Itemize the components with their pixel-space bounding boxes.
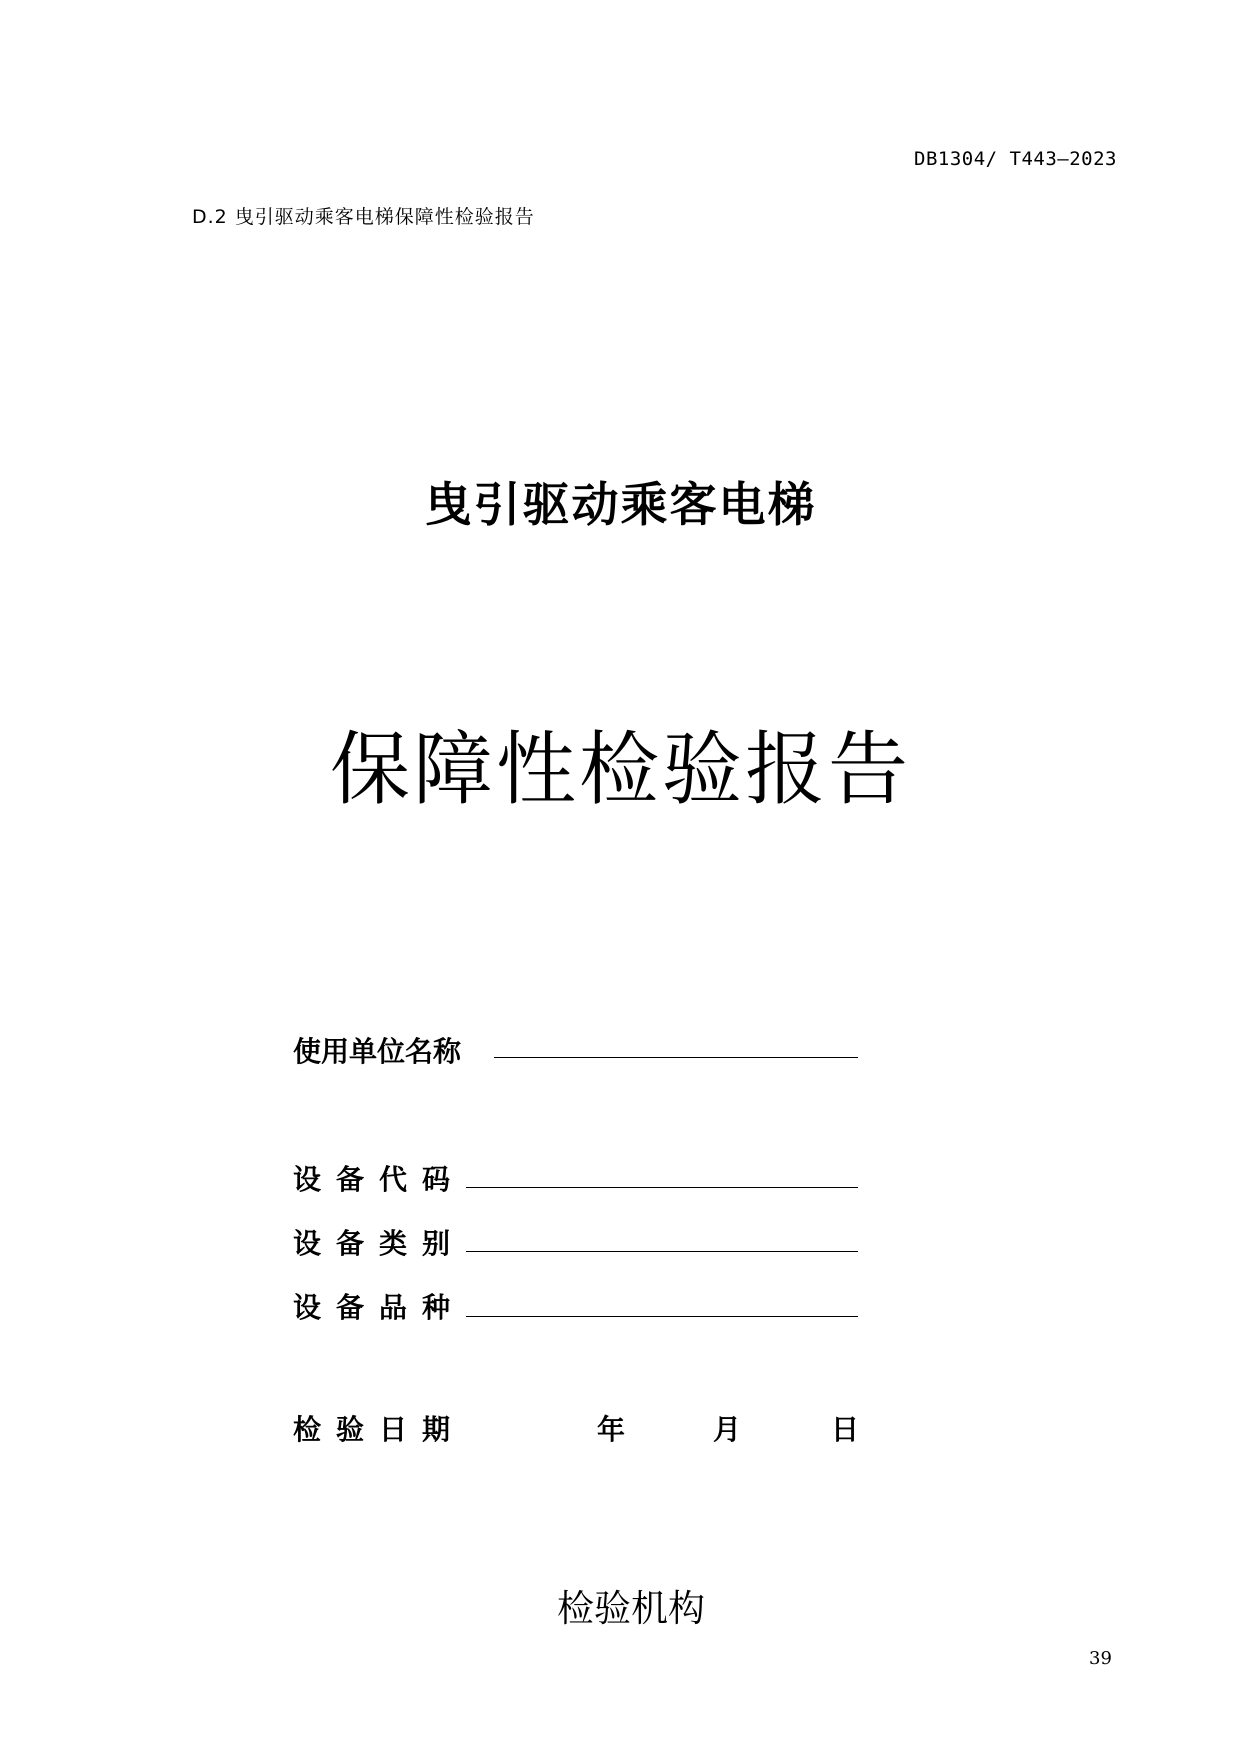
user-unit-field[interactable] [494,1057,858,1058]
page-number: 39 [1089,1648,1112,1669]
date-year-label: 年 [597,1413,626,1446]
date-day-label: 日 [831,1413,860,1446]
report-subtitle: 曳引驱动乘客电梯 [424,478,817,533]
equipment-variety-field[interactable] [466,1316,858,1317]
user-unit-label: 使用单位名称 [293,1035,462,1068]
equipment-code-field[interactable] [466,1187,858,1188]
equipment-code-label: 设备代码 [293,1163,466,1196]
date-month-label: 月 [713,1413,742,1446]
standard-code: DB1304/ T443—2023 [914,148,1117,170]
inspection-date-label: 检验日期 [293,1413,466,1446]
equipment-category-label: 设备类别 [293,1227,466,1260]
report-title: 保障性检验报告 [330,723,911,816]
section-title: D.2 曳引驱动乘客电梯保障性检验报告 [192,206,535,228]
equipment-variety-label: 设备品种 [293,1291,466,1324]
equipment-category-field[interactable] [466,1251,858,1252]
inspection-organization: 检验机构 [557,1587,705,1630]
